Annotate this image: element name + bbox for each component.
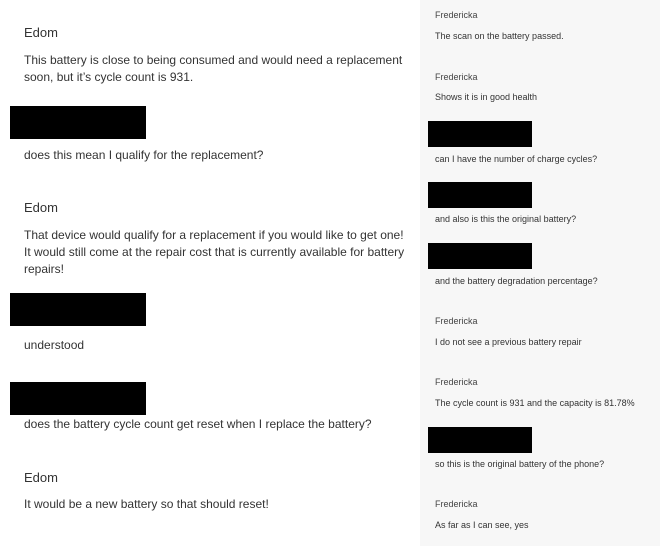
- redacted-sender-name: [10, 106, 146, 139]
- sender-name: Fredericka: [435, 10, 478, 20]
- message-text: As far as I can see, yes: [435, 520, 529, 530]
- redacted-sender-name: [10, 293, 146, 326]
- sender-name: Edom: [24, 470, 58, 485]
- redacted-sender-name: [428, 427, 532, 453]
- redacted-sender-name: [10, 382, 146, 415]
- sender-name: Edom: [24, 25, 58, 40]
- message-text: It would be a new battery so that should reset!: [24, 497, 269, 511]
- message-text: and also is this the original battery?: [435, 214, 577, 224]
- message-text: The cycle count is 931 and the capacity is 81.78%: [435, 398, 635, 408]
- message-text: understood: [24, 338, 85, 352]
- redacted-sender-name: [428, 182, 532, 208]
- message-text: The scan on the battery passed.: [435, 31, 564, 41]
- message-text: and the battery degradation percentage?: [435, 276, 598, 286]
- message-text: does the battery cycle count get reset when I replace the battery?: [24, 417, 372, 431]
- redacted-sender-name: [428, 243, 532, 269]
- sender-name: Fredericka: [435, 72, 478, 82]
- sender-name: Fredericka: [435, 499, 478, 509]
- message-text: does this mean I qualify for the replacement?: [24, 148, 264, 162]
- sender-name: Fredericka: [435, 377, 478, 387]
- message-text: That device would qualify for a replacement if you would like to get one! It would still come at the repair cost that is currently available for battery repairs!: [24, 228, 405, 276]
- redacted-sender-name: [428, 121, 532, 147]
- message-text: can I have the number of charge cycles?: [435, 154, 598, 164]
- sender-name: Edom: [24, 200, 58, 215]
- message-text: so this is the original battery of the phone?: [435, 459, 605, 469]
- message-text: I do not see a previous battery repair: [435, 337, 582, 347]
- right-chat-panel: [420, 0, 660, 546]
- message-text: This battery is close to being consumed and would need a replacement soon, but it’s cycle count is 931.: [24, 53, 403, 84]
- sender-name: Fredericka: [435, 316, 478, 326]
- message-text: Shows it is in good health: [435, 92, 538, 102]
